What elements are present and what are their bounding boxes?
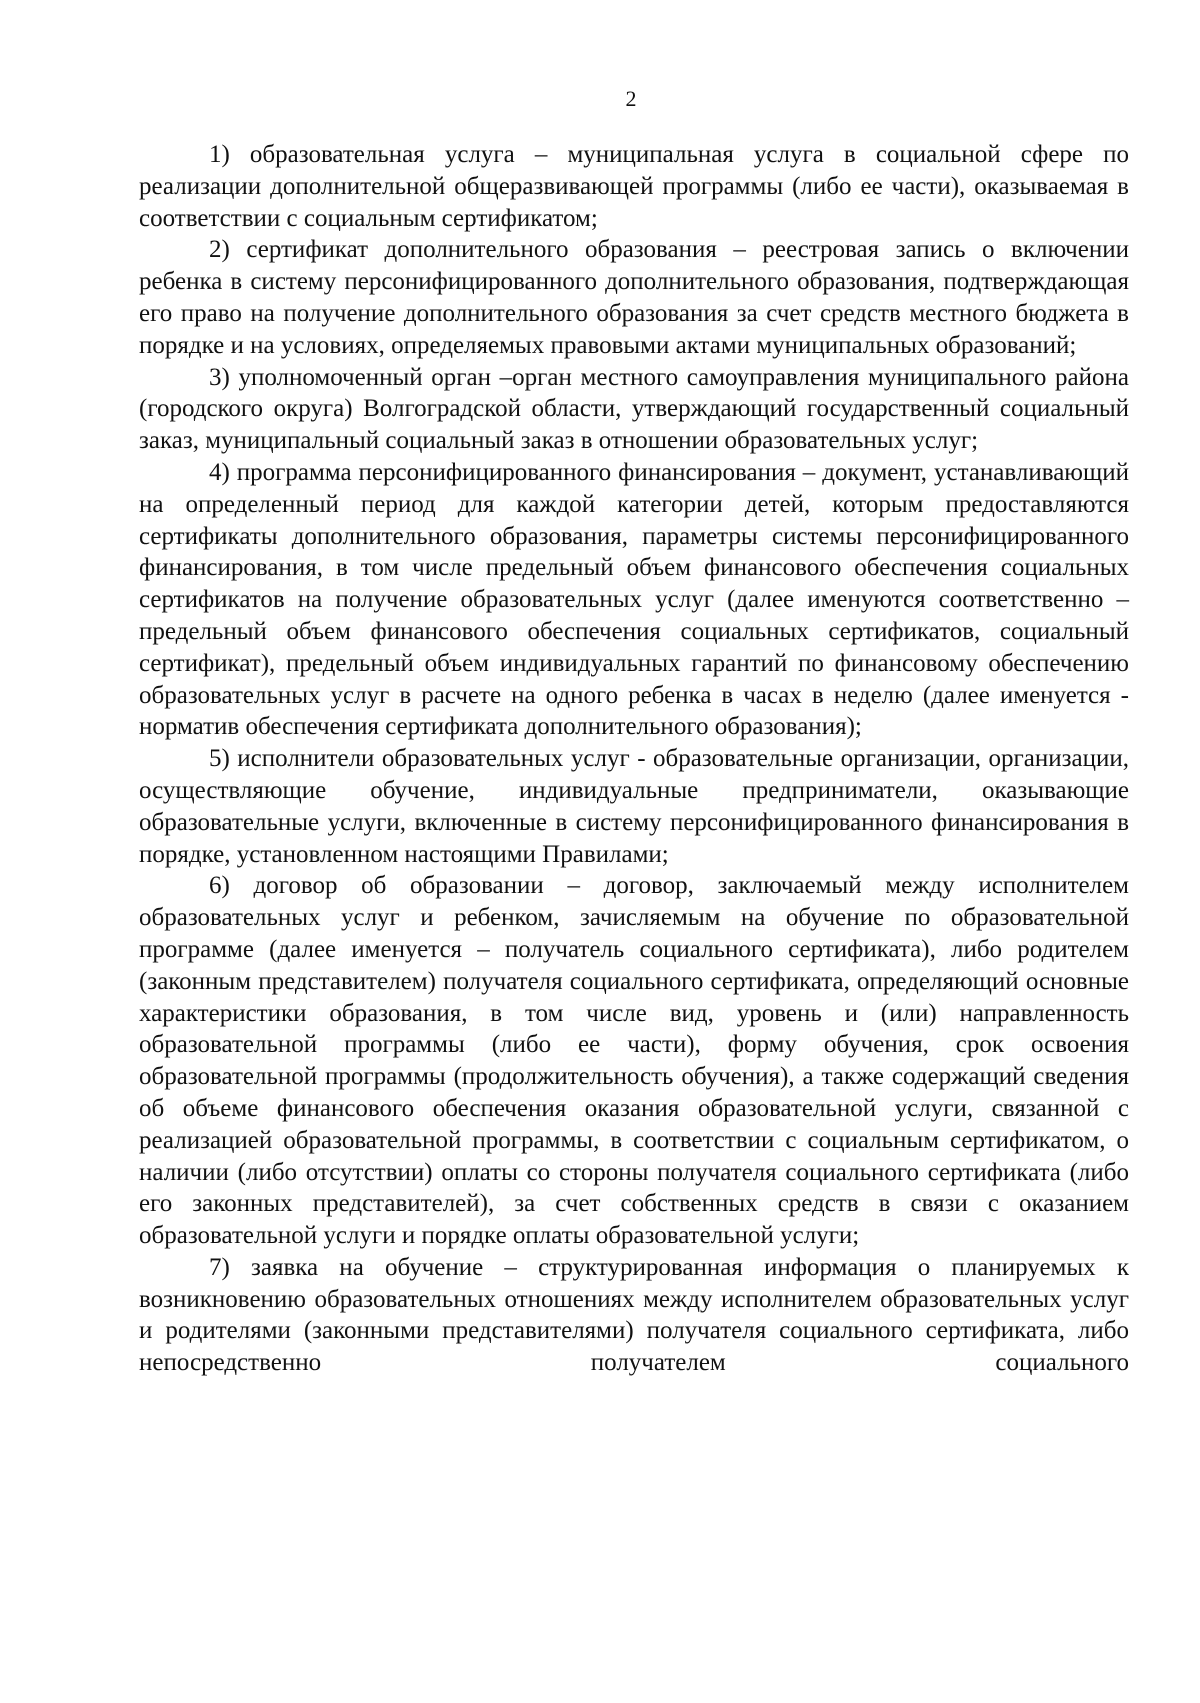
paragraph-2-certificate: 2) сертификат дополнительного образования – реестровая запись о включении ребенка в систему персонифицированного дополнительного образования, подтверждающая его право на получение дополнительного образования за счет средств местного бюджета в порядке и на условиях, определяемых правовыми актами муниципальных образований; [139, 236, 1129, 359]
paragraph-3-authorized-body: 3) уполномоченный орган –орган местного самоуправления муниципального района (городского округа) Волгоградской области, утверждающий государственный социальный заказ, муниципальный социальный заказ в отношении образовательных услуг; [139, 363, 1129, 455]
paragraph-1-educational-service: 1) образовательная услуга – муниципальная услуга в социальной сфере по реализации дополнительной общеразвивающей программы (либо ее части), оказываемая в соответствии с социальным сертификатом; [139, 141, 1129, 232]
document-body [139, 139, 1129, 1379]
page-number: 2 [625, 86, 637, 111]
paragraph-4-financing-program: 4) программа персонифицированного финансирования – документ, устанавливающий на определенный период для каждой категории детей, которым предоставляются сертификаты дополнительного образования, параметры системы персонифицированного финансирования, в том числе предельный объем финансового обеспечения социальных сертификатов на получение образовательных услуг (далее именуются соответственно – предельный объем финансового обеспечения социальных сертификатов, социальный сертификат), предельный объем индивидуальных гарантий по финансовому обеспечению образовательных услуг в расчете на одного ребенка в часах в неделю (далее именуется - норматив обеспечения сертификата дополнительного образования); [139, 458, 1129, 741]
paragraph-5-service-providers: 5) исполнители образовательных услуг - образовательные организации, организации, осуществляющие обучение, индивидуальные предприниматели, оказывающие образовательные услуги, включенные в систему персонифицированного финансирования в порядке, установленном настоящими Правилами; [139, 745, 1129, 868]
paragraph-6-education-contract: 6) договор об образовании – договор, заключаемый между исполнителем образовательных услуг и ребенком, зачисляемым на обучение по образовательной программе (далее именуется – получатель социального сертификата), либо родителем (законным представителем) получателя социального сертификата, определяющий основные характеристики образования, в том числе вид, уровень и (или) направленность образовательной программы (либо ее части), форму обучения, срок освоения образовательной программы (продолжительность обучения), а также содержащий сведения об объеме финансового обеспечения оказания образовательной услуги, связанной с реализацией образовательной программы, в соответствии с социальным сертификатом, о наличии (либо отсутствии) оплаты со стороны получателя социального сертификата (либо его законных представителей), за счет собственных средств в связи с оказанием образовательной услуги и порядке оплаты образовательной услуги; [139, 872, 1129, 1250]
paragraph-7-training-application: 7) заявка на обучение – структурированная информация о планируемых к возникновению образовательных отношениях между исполнителем образовательных услуг и родителями (законными представителями) получателя социального сертификата, либо непосредственно получателем социального [139, 1253, 1129, 1377]
